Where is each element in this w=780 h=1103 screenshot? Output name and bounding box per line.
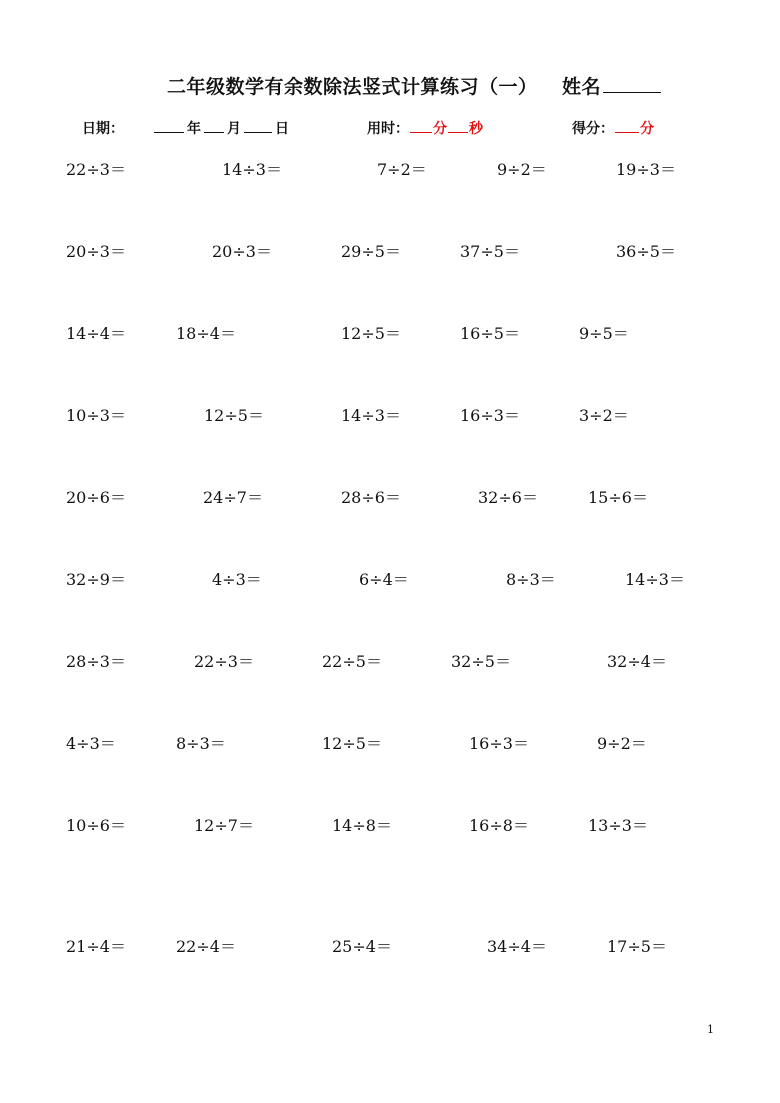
page-number: 1 bbox=[707, 1023, 714, 1036]
page-title: 二年级数学有余数除法竖式计算练习（一） bbox=[167, 76, 538, 98]
problem: 9÷2＝ bbox=[597, 734, 647, 753]
problem: 7÷2＝ bbox=[377, 160, 427, 179]
name-blank[interactable] bbox=[603, 75, 661, 93]
problem: 12÷7＝ bbox=[194, 816, 254, 835]
problem: 36÷5＝ bbox=[616, 242, 676, 261]
problem: 37÷5＝ bbox=[460, 242, 520, 261]
problem: 14÷4＝ bbox=[66, 324, 126, 343]
day-label: 日 bbox=[275, 121, 289, 137]
problem: 8÷3＝ bbox=[176, 734, 226, 753]
problem: 16÷3＝ bbox=[460, 406, 520, 425]
name-field bbox=[562, 72, 661, 99]
problem: 16÷3＝ bbox=[469, 734, 529, 753]
problem: 32÷4＝ bbox=[607, 652, 667, 671]
problem: 29÷5＝ bbox=[341, 242, 401, 261]
problem: 10÷3＝ bbox=[66, 406, 126, 425]
problem: 13÷3＝ bbox=[588, 816, 648, 835]
problem: 22÷3＝ bbox=[66, 160, 126, 179]
month-blank[interactable] bbox=[204, 119, 224, 133]
problem: 15÷6＝ bbox=[588, 488, 648, 507]
time-label: 用时： bbox=[367, 121, 409, 137]
problem: 24÷7＝ bbox=[203, 488, 263, 507]
time-field bbox=[367, 118, 483, 138]
minute-blank[interactable] bbox=[410, 119, 432, 133]
day-blank[interactable] bbox=[244, 119, 272, 133]
second-label: 秒 bbox=[469, 121, 483, 137]
problem: 14÷3＝ bbox=[341, 406, 401, 425]
score-field bbox=[572, 118, 654, 138]
problem: 28÷3＝ bbox=[66, 652, 126, 671]
problem: 16÷8＝ bbox=[469, 816, 529, 835]
score-unit: 分 bbox=[640, 121, 654, 137]
problem: 16÷5＝ bbox=[460, 324, 520, 343]
problem: 9÷2＝ bbox=[497, 160, 547, 179]
problem: 4÷3＝ bbox=[212, 570, 262, 589]
date-field bbox=[151, 118, 289, 138]
problem: 10÷6＝ bbox=[66, 816, 126, 835]
problem: 12÷5＝ bbox=[204, 406, 264, 425]
problem: 32÷6＝ bbox=[478, 488, 538, 507]
problem: 4÷3＝ bbox=[66, 734, 116, 753]
problem: 22÷5＝ bbox=[322, 652, 382, 671]
problem: 14÷8＝ bbox=[332, 816, 392, 835]
problem: 34÷4＝ bbox=[487, 937, 547, 956]
month-label: 月 bbox=[227, 121, 241, 137]
problem: 21÷4＝ bbox=[66, 937, 126, 956]
problem: 19÷3＝ bbox=[616, 160, 676, 179]
problem: 6÷4＝ bbox=[359, 570, 409, 589]
problem: 32÷5＝ bbox=[451, 652, 511, 671]
problem: 17÷5＝ bbox=[607, 937, 667, 956]
problem: 25÷4＝ bbox=[332, 937, 392, 956]
problem: 14÷3＝ bbox=[222, 160, 282, 179]
date-label: 日期： bbox=[82, 121, 124, 137]
problem: 12÷5＝ bbox=[341, 324, 401, 343]
problem: 22÷3＝ bbox=[194, 652, 254, 671]
problem: 18÷4＝ bbox=[176, 324, 236, 343]
score-blank[interactable] bbox=[615, 119, 639, 133]
problem: 22÷4＝ bbox=[176, 937, 236, 956]
problem: 20÷3＝ bbox=[66, 242, 126, 261]
minute-label: 分 bbox=[433, 121, 447, 137]
problem: 20÷6＝ bbox=[66, 488, 126, 507]
name-label: 姓名 bbox=[562, 76, 602, 98]
problem: 14÷3＝ bbox=[625, 570, 685, 589]
year-blank[interactable] bbox=[154, 119, 184, 133]
second-blank[interactable] bbox=[448, 119, 468, 133]
problem: 9÷5＝ bbox=[579, 324, 629, 343]
problem: 32÷9＝ bbox=[66, 570, 126, 589]
year-label: 年 bbox=[187, 121, 201, 137]
problem: 20÷3＝ bbox=[212, 242, 272, 261]
problem: 28÷6＝ bbox=[341, 488, 401, 507]
problem: 12÷5＝ bbox=[322, 734, 382, 753]
problem: 8÷3＝ bbox=[506, 570, 556, 589]
score-label: 得分： bbox=[572, 121, 614, 137]
problem: 3÷2＝ bbox=[579, 406, 629, 425]
